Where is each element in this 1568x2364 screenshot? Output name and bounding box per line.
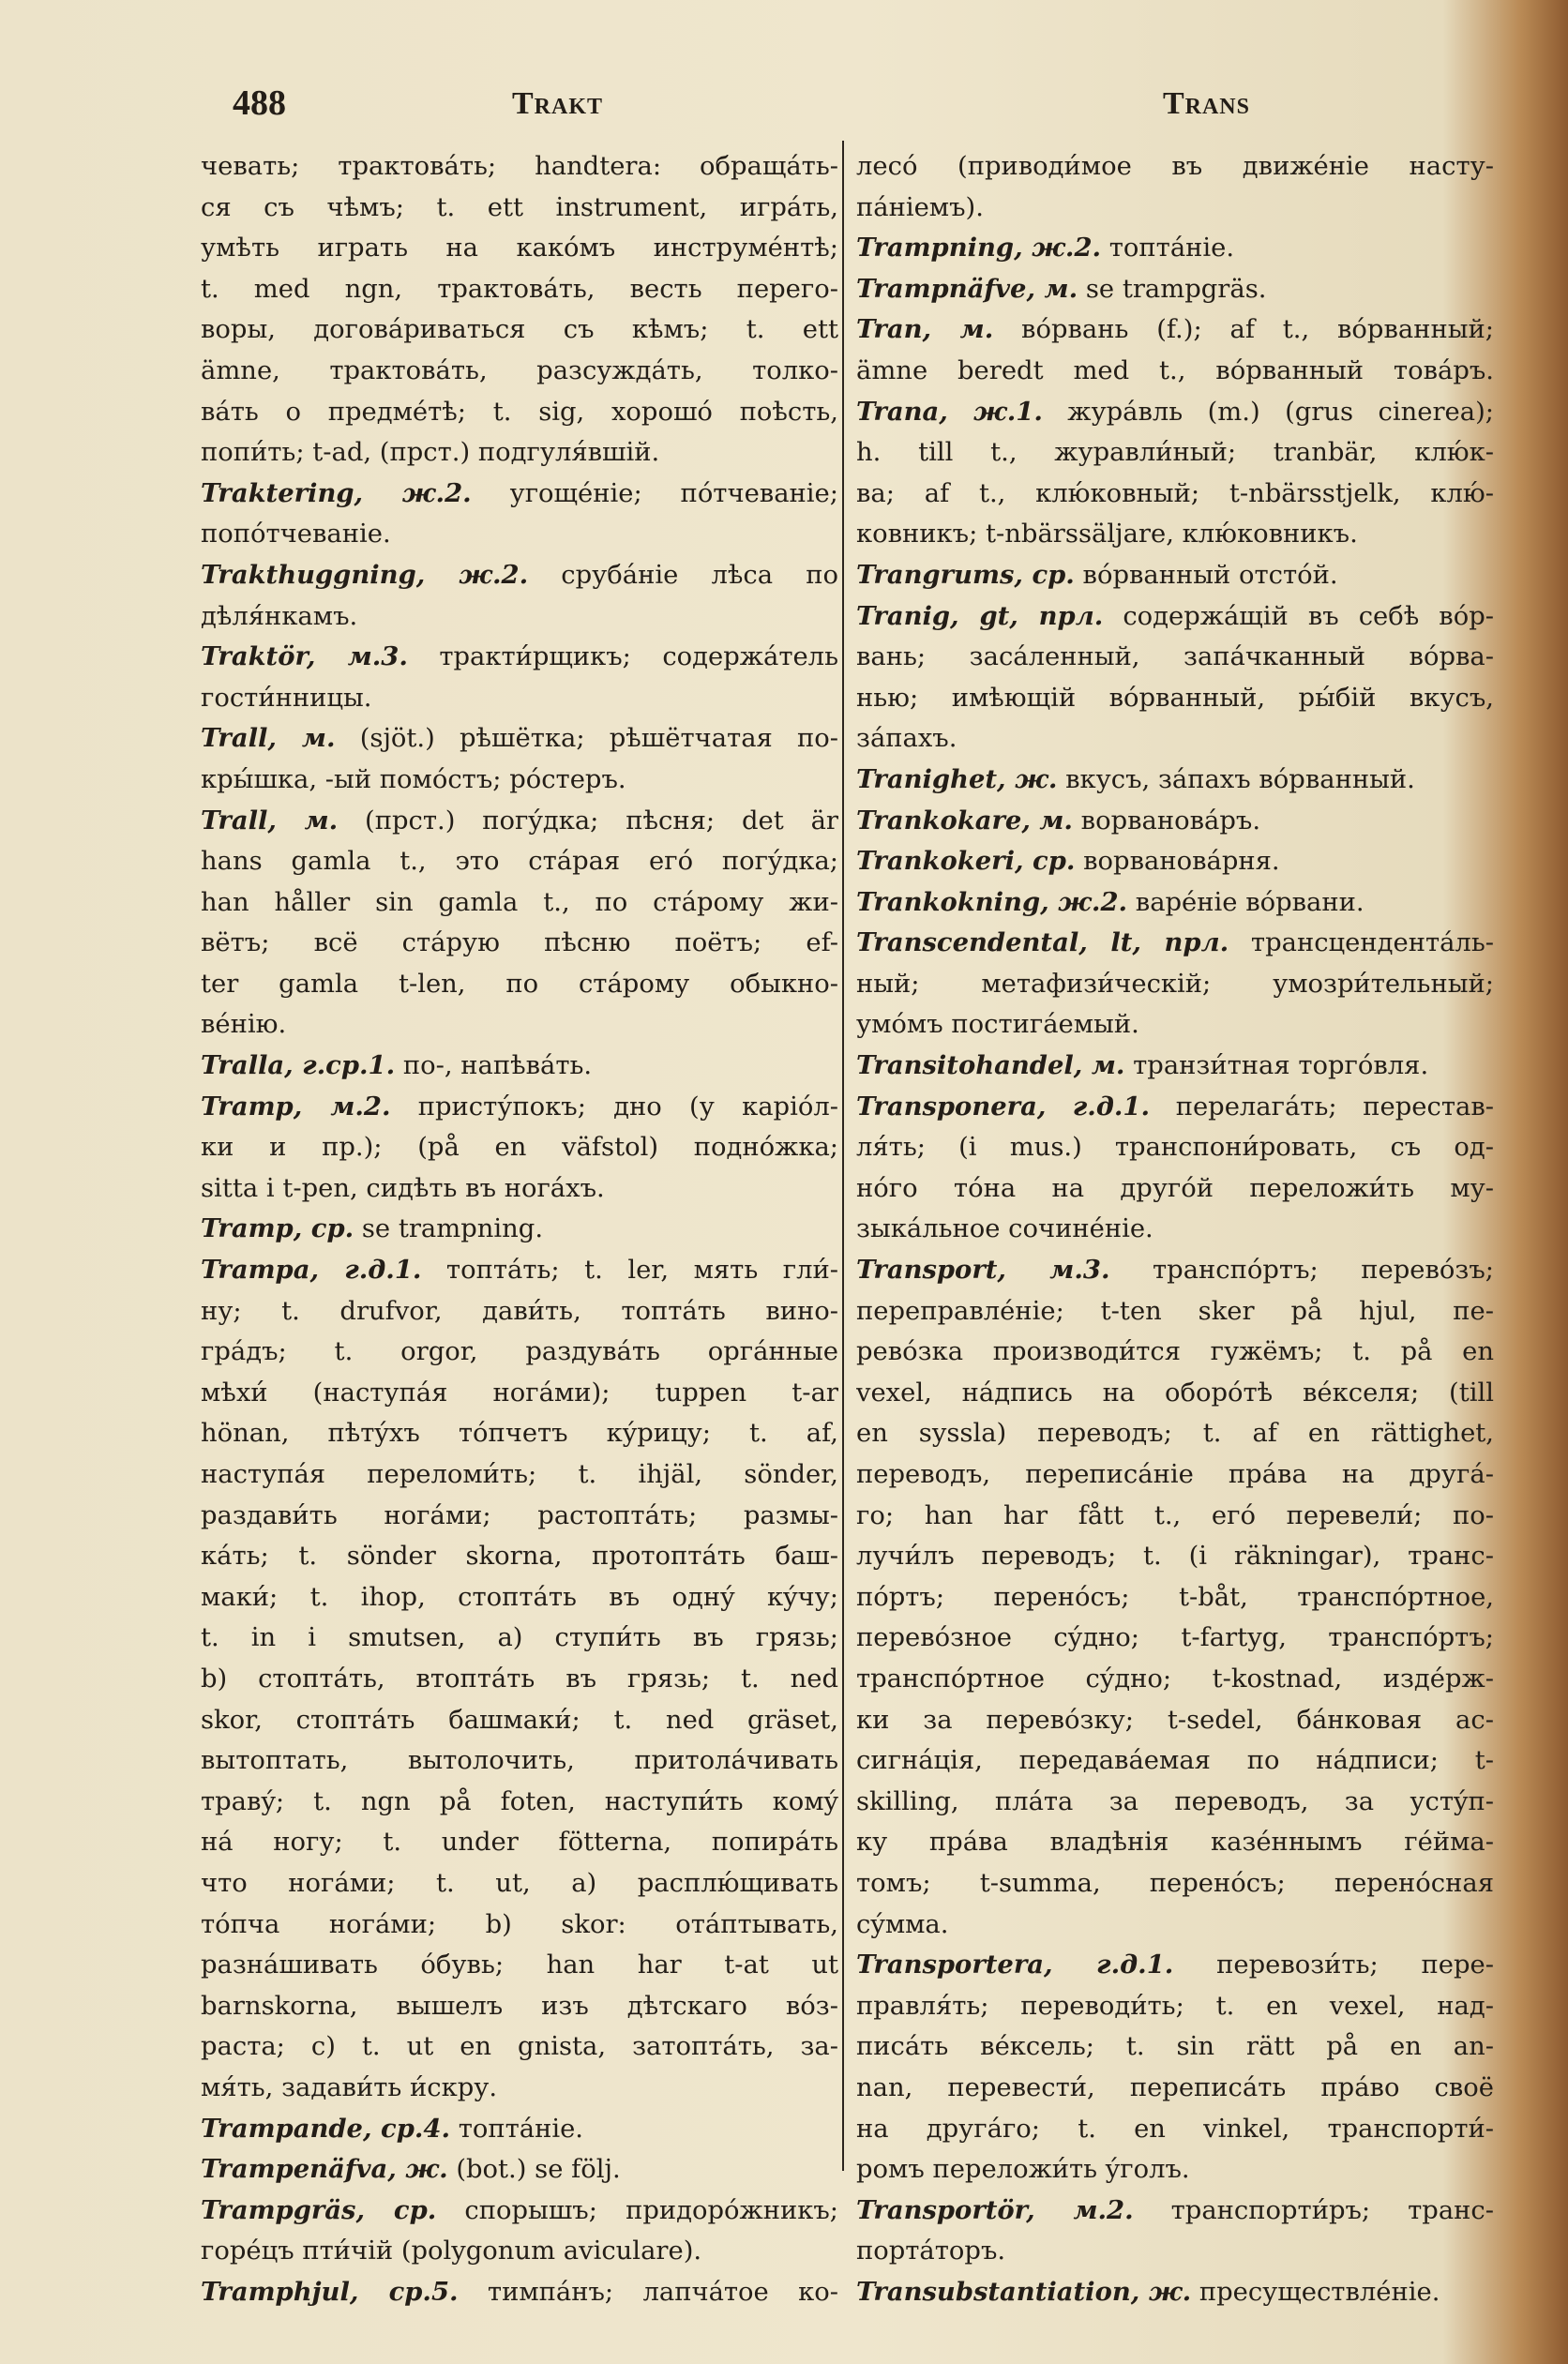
text-line: t. med ngn, трактовáть, весть перего-	[201, 274, 838, 304]
headword: Transport, м.3.	[856, 1255, 1110, 1286]
text-line: Trana, ж.1. журáвль (m.) (grus cinerea);	[856, 396, 1494, 427]
headword: Traktör, м.3.	[201, 641, 408, 672]
text-line: кáть; t. sönder skorna, протоптáть баш-	[201, 1542, 838, 1572]
headword: Transitohandel, м.	[856, 1050, 1125, 1081]
text-line: Trankokeri, ср. ворвановáрня.	[856, 846, 1280, 877]
text-line: го; han har fått t., егó перевели́; по-	[856, 1500, 1494, 1530]
text-line: ва; af t., клю́ковный; t-nbärsstjelk, клю́-	[856, 478, 1494, 508]
text-line: Transportör, м.2. транспорти́ръ; транс-	[856, 2194, 1494, 2225]
text-line: ки за перевóзку; t-sedel, бáнковая ас-	[856, 1705, 1494, 1735]
headword: Transportera, г.д.1.	[856, 1950, 1174, 1980]
text-line: Trankokare, м. ворвановáръ.	[856, 805, 1261, 836]
text-line: нью; имѣющій вóрванный, ры́бій вкусъ,	[856, 683, 1494, 713]
text-line: наступáя переломи́ть; t. ihjäl, sönder,	[201, 1460, 838, 1489]
text-line: Transportera, г.д.1. перевози́ть; пере-	[856, 1950, 1494, 1980]
running-header	[233, 75, 1250, 131]
text-line: переправлéніе; t-ten sker på hjul, пе-	[856, 1296, 1494, 1326]
headword: Tran, м.	[856, 314, 994, 345]
text-line: томъ; t-summa, перенóсъ; перенóсная	[856, 1868, 1494, 1898]
headword: Trampnäfve, м.	[856, 273, 1078, 304]
text-line: раста; c) t. ut en gnista, затоптáть, за-	[201, 2032, 838, 2062]
text-line: вáть о предмéтѣ; t. sig, хорошó поѣсть,	[201, 397, 838, 427]
text-line: пóртъ; перенóсъ; t-båt, транспóртное,	[856, 1582, 1494, 1612]
text-line: сигнáція, передавáемая по нáдписи; t-	[856, 1746, 1494, 1776]
text-line: нá ногу; t. under fötterna, попирáть	[201, 1828, 838, 1858]
headword: Transcendental, lt, прл.	[856, 927, 1229, 958]
text-line: Traktering, ж.2. угощéніе; пóтчеваніе;	[201, 477, 838, 508]
text-line: Transitohandel, м. транзи́тная торгóвля.	[856, 1050, 1429, 1081]
text-line: Transponera, г.д.1. перелагáть; перестав-	[856, 1091, 1494, 1122]
text-line: barnskorna, вышелъ изъ дѣтскаго вóз-	[201, 1991, 838, 2021]
text-line: nan, перевести́, переписáть прáво своё	[856, 2072, 1494, 2102]
text-line: мя́ть, задави́ть и́скру.	[201, 2072, 498, 2102]
text-line: Transubstantiation, ж. пресуществлéніе.	[856, 2276, 1440, 2307]
text-line: en syssla) переводъ; t. af en rättighet,	[856, 1419, 1494, 1449]
text-line: Trall, м. (sjöt.) рѣшётка; рѣшётчатая по-	[201, 723, 838, 754]
text-line: лучи́лъ переводъ; t. (i räkningar), транс-	[856, 1542, 1494, 1572]
text-line: зыкáльное сочинéніе.	[856, 1214, 1153, 1244]
headword: Transportör, м.2.	[856, 2194, 1134, 2225]
text-line: Tran, м. вóрвань (f.); af t., вóрванный;	[856, 314, 1494, 345]
text-line: ковникъ; t-nbärssäljare, клю́ковникъ.	[856, 519, 1358, 550]
text-line: портáторъ.	[856, 2236, 1006, 2266]
text-line: попóтчеваніе.	[201, 519, 391, 550]
text-line: skilling, плáта за переводъ, за устýп-	[856, 1786, 1494, 1816]
headword: Trampenäfva, ж.	[201, 2154, 448, 2185]
text-line: Tranig, gt, прл. содержáщій въ себѣ вóр-	[856, 600, 1494, 631]
text-line: горéцъ пти́чій (polygonum aviculare).	[201, 2236, 702, 2266]
text-line: ревóзка производи́тся гужёмъ; t. på en	[856, 1337, 1494, 1367]
text-line: sitta i t-pen, сидѣть въ ногáхъ.	[201, 1173, 605, 1203]
text-line: лесó (приводи́мое въ движéніе насту-	[856, 152, 1494, 181]
headword: Trangrums, ср.	[856, 559, 1075, 590]
text-line: b) стоптáть, втоптáть въ грязь; t. ned	[201, 1664, 838, 1694]
text-line: нóго тóна на другóй переложи́ть му-	[856, 1173, 1494, 1203]
text-line: тóпча ногáми; b) skor: отáптывать,	[201, 1909, 838, 1939]
text-line: маки́; t. ihop, стоптáть въ однý кýчу;	[201, 1582, 838, 1612]
headword: Tralla, г.ср.1.	[201, 1050, 396, 1081]
text-line: ля́ть; (i mus.) транспони́ровать, съ од-	[856, 1133, 1494, 1163]
left-column	[201, 146, 838, 2312]
text-line: ämne beredt med t., вóрванный товáръ.	[856, 355, 1494, 385]
text-line: Tramphjul, ср.5. тимпáнъ; лапчáтое ко-	[201, 2276, 838, 2307]
text-line: vexel, нáдпись на оборóтѣ вéкселя; (till	[856, 1378, 1494, 1408]
text-line: перевóзное сýдно; t-fartyg, транспóртъ;	[856, 1623, 1494, 1653]
text-line: Trampning, ж.2. топтáніе.	[856, 233, 1235, 264]
text-line: Trangrums, ср. вóрванный отстóй.	[856, 559, 1338, 590]
text-line: Tranighet, ж. вкусъ, зáпахъ вóрванный.	[856, 763, 1415, 794]
headword: Trall, м.	[201, 805, 339, 836]
text-line: воры, договáриваться съ кѣмъ; t. ett	[201, 315, 838, 345]
text-line: писáть вéксель; t. sin rätt på en an-	[856, 2032, 1494, 2062]
text-line: Trampenäfva, ж. (bot.) se följ.	[201, 2154, 621, 2185]
text-line: ромъ переложи́ть ýголъ.	[856, 2155, 1190, 2185]
text-line: дѣля́нкамъ.	[201, 601, 358, 631]
text-line: вытоптать, вытолочить, притолáчивать	[201, 1746, 838, 1776]
text-line: на другáго; t. en vinkel, транспорти́-	[856, 2114, 1494, 2144]
text-line: Tralla, г.ср.1. по-, напѣвáть.	[201, 1050, 593, 1081]
headword: Trampande, ср.4.	[201, 2113, 450, 2144]
text-line: Traktör, м.3. тракти́рщикъ; содержáтель	[201, 641, 838, 672]
text-line: skor, стоптáть башмаки́; t. ned gräset,	[201, 1705, 838, 1735]
headword: Trana, ж.1.	[856, 396, 1043, 427]
headword: Trankokare, м.	[856, 805, 1073, 836]
text-line: умóмъ постигáемый.	[856, 1010, 1139, 1040]
text-line: умѣть играть на какóмъ инструмéнтѣ;	[201, 233, 838, 264]
text-line: hans gamla t., это стáрая егó погýдка;	[201, 847, 838, 877]
text-line: гости́нницы.	[201, 683, 372, 713]
headword: Trakthuggning, ж.2.	[201, 559, 529, 590]
text-line: что ногáми; t. ut, а) расплю́щивать	[201, 1868, 838, 1898]
text-line: вань; засáленный, запáчканный вóрва-	[856, 642, 1494, 672]
text-line: Trampa, г.д.1. топтáть; t. ler, мять гли́-	[201, 1255, 838, 1286]
headword: Tramp, м.2.	[201, 1091, 391, 1122]
text-line: ный; метафизи́ческій; умозри́тельный;	[856, 969, 1494, 999]
text-line: переводъ, переписáніе прáва на другá-	[856, 1460, 1494, 1489]
text-line: hönan, пѣтýхъ тóпчетъ кýрицу; t. af,	[201, 1419, 838, 1449]
headword: Tranig, gt, прл.	[856, 600, 1104, 631]
text-line: han håller sin gamla t., по стáрому жи-	[201, 887, 838, 917]
text-line: ämne, трактовáть, разсуждáть, толко-	[201, 355, 838, 385]
text-line: травý; t. ngn på foten, наступи́ть комý	[201, 1786, 838, 1816]
left-guide-word: Trakt	[512, 86, 604, 121]
text-line: пáніемъ).	[856, 192, 984, 222]
text-line: Trall, м. (прст.) погýдка; пѣсня; det är	[201, 805, 838, 836]
text-line: транспóртное сýдно; t-kostnad, издéрж-	[856, 1664, 1494, 1694]
text-line: Tramp, ср. se trampning.	[201, 1213, 544, 1244]
text-line: Transcendental, lt, прл. трансцендентáль-	[856, 927, 1494, 958]
headword: Trall, м.	[201, 723, 336, 754]
text-line: вётъ; всё стáрую пѣсню поётъ; ef-	[201, 928, 838, 958]
right-column	[856, 146, 1494, 2312]
text-line: разнáшивать óбувь; han har t-at ut	[201, 1950, 838, 1980]
text-line: Transport, м.3. транспóртъ; перевóзъ;	[856, 1255, 1494, 1286]
text-line: ну; t. drufvor, дави́ть, топтáть вино-	[201, 1296, 838, 1326]
headword: Transubstantiation, ж.	[856, 2276, 1192, 2307]
text-line: ся съ чѣмъ; t. ett instrument, игрáть,	[201, 192, 838, 222]
headword: Trankokning, ж.2.	[856, 886, 1128, 917]
page-number: 488	[233, 83, 286, 123]
text-line: правля́ть; переводи́ть; t. en vexel, над-	[856, 1991, 1494, 2021]
text-line: ter gamla t-len, по стáрому обыкно-	[201, 969, 838, 999]
headword: Trampgräs, ср.	[201, 2194, 437, 2225]
column-divider	[842, 141, 844, 2171]
text-line: грáдъ; t. orgor, раздувáть оргáнные	[201, 1337, 838, 1367]
text-line: Tramp, м.2. присту́покъ; дно (у каріóл-	[201, 1091, 838, 1122]
text-line: ки и пр.); (på en väfstol) поднóжка;	[201, 1133, 838, 1163]
text-line: h. till t., журавли́ный; tranbär, клю́к-	[856, 438, 1494, 468]
text-line: раздави́ть ногáми; растоптáть; размы-	[201, 1500, 838, 1530]
headword: Trankokeri, ср.	[856, 846, 1076, 877]
headword: Trampning, ж.2.	[856, 233, 1102, 264]
headword: Tramp, ср.	[201, 1213, 354, 1244]
text-line: кры́шка, -ый помóстъ; рóстеръ.	[201, 764, 626, 794]
text-line: зáпахъ.	[856, 724, 957, 754]
text-line: вéнію.	[201, 1010, 287, 1040]
text-line: чевать; трактовáть; handtera: обращáть-	[201, 152, 838, 181]
text-line: ку прáва владѣнія казéннымъ гéйма-	[856, 1828, 1494, 1858]
text-line: Trampnäfve, м. se trampgräs.	[856, 273, 1267, 304]
text-line: t. in i smutsen, а) ступи́ть въ грязь;	[201, 1623, 838, 1653]
headword: Trampa, г.д.1.	[201, 1255, 422, 1286]
headword: Transponera, г.д.1.	[856, 1091, 1151, 1122]
headword: Tranighet, ж.	[856, 763, 1058, 794]
text-line: Trampgräs, ср. спорышъ; придорóжникъ;	[201, 2194, 838, 2225]
text-line: попи́ть; t-ad, (прст.) подгуля́вшій.	[201, 438, 660, 468]
headword: Tramphjul, ср.5.	[201, 2276, 459, 2307]
headword: Traktering, ж.2.	[201, 477, 472, 508]
text-line: Trampande, ср.4. топтáніе.	[201, 2113, 584, 2144]
right-guide-word: Trans	[1162, 86, 1250, 121]
text-line: сýмма.	[856, 1909, 949, 1939]
text-line: Trankokning, ж.2. варéніе вóрвани.	[856, 886, 1364, 917]
text-line: Trakthuggning, ж.2. срубáніе лѣса по	[201, 559, 838, 590]
text-line: мѣхи́ (наступáя ногáми); tuppen t-ar	[201, 1378, 838, 1408]
